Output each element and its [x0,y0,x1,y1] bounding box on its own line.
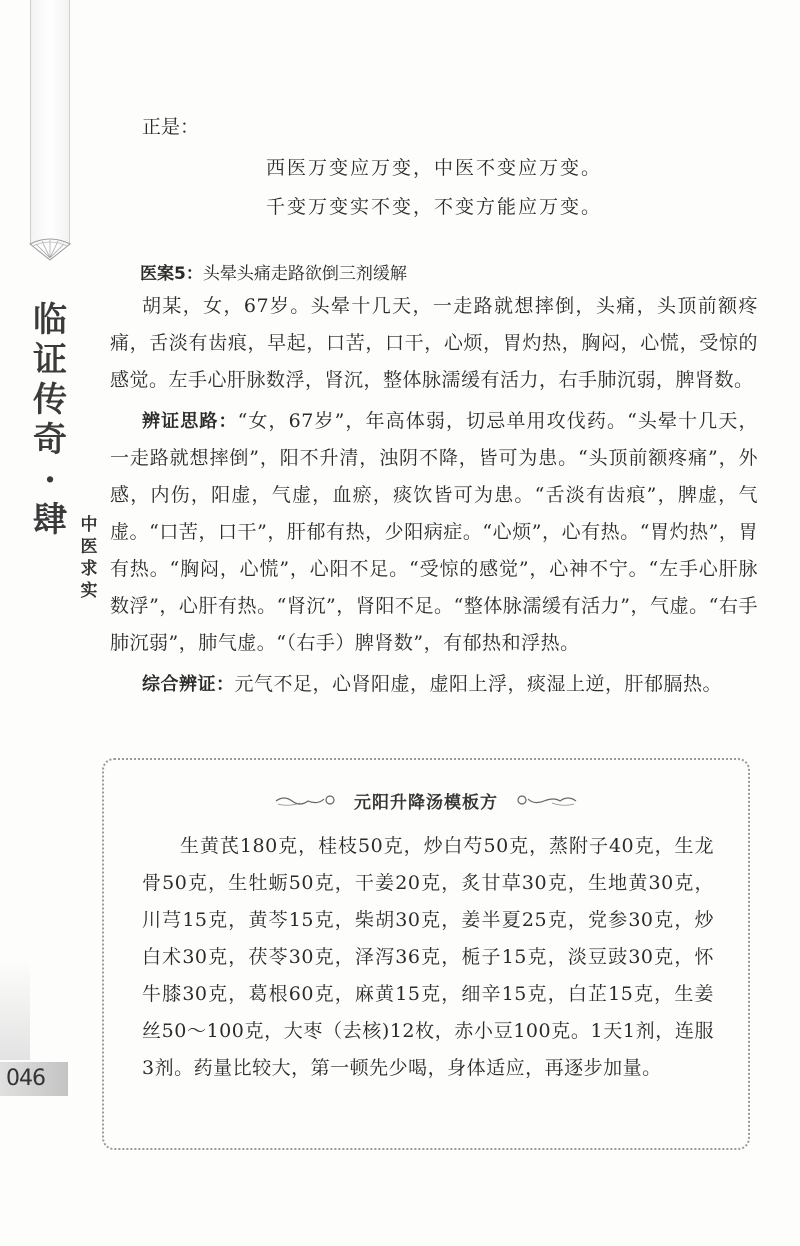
main-content [110,112,758,703]
prescription-box [102,758,750,1150]
summary-label: 综合辨证： [142,674,235,695]
right-scroll-ornament-icon [514,793,578,809]
prescription-title: 元阳升降汤模板方 [354,793,498,813]
book-title-char: 传 [33,380,67,420]
fan-ornament-icon [28,236,72,262]
analysis-paragraph [110,403,758,662]
book-title-char: 证 [33,340,67,380]
summary-paragraph [110,666,758,703]
case-history: 胡某，女，67岁。头晕十几天，一走路就想摔倒，头痛，头顶前额疼痛，舌淡有齿痕，早起，口苦，口干，心烦，胃灼热，胸闷，心慌，受惊的感觉。左手心肝脉数浮，肾沉，整体脉濡缓有活力，右手肺沉弱，脾肾数。 [110,295,758,391]
side-band [30,0,70,245]
book-title [26,300,74,540]
book-subtitle-char: 实 [80,581,98,601]
prescription-heading [104,788,748,813]
case-heading [140,259,758,284]
book-title-char: 肆 [33,500,67,540]
prescription-body: 生黄芪180克，桂枝50克，炒白芍50克，蒸附子40克，生龙骨50克，生牡蛎50克，干姜20克，炙甘草30克，生地黄30克，川芎15克，黄芩15克，柴胡30克，姜半夏25克，党参30克，炒白术30克，茯苓30克，泽泻36克，栀子15克，淡豆豉30克，怀牛膝30克，葛根60克，麻黄15克，细辛15克，白芷15克，生姜丝50～100克，大枣（去核)12枚，赤小豆100克。1天1剂，连服3剂。药量比较大，第一顿先少喝，身体适应，再逐步加量。 [142,835,714,1079]
analysis-text: “女，67岁”，年高体弱，切忌单用攻伐药。“头晕十几天，一走路就想摔倒”，阳不升清，浊阴不降，皆可为患。“头顶前额疼痛”，外感，内伤，阳虚，气虚，血瘀，痰饮皆可为患。“舌淡有齿痕”，脾虚，气虚。“口苦，口干”，肝郁有热，少阳病症。“心烦”，心有热。“胃灼热”，胃有热。“胸闷，心慌”，心阳不足。“受惊的感觉”，心神不宁。“左手心肝脉数浮”，心肝有热。“肾沉”，肾阳不足。“整体脉濡缓有活力”，气虚。“右手肺沉弱”，肺气虚。“（右手）脾肾数”，有郁热和浮热。 [110,410,758,654]
intro-text: 正是： [142,116,200,138]
verse-line: 千变万变实不变，不变方能应万变。 [265,196,602,218]
book-subtitle-char: 医 [80,537,98,557]
book-title-char: · [44,460,56,500]
book-subtitle-char: 求 [80,559,98,579]
book-subtitle [76,514,102,602]
verse-line: 西医万变应万变，中医不变应万变。 [265,157,602,179]
book-title-char: 奇 [33,420,67,460]
page-number: 046 [6,1066,45,1091]
left-scroll-ornament-icon [274,793,338,809]
case-label: 医案5： [140,264,203,284]
page-edge-shadow [0,960,30,1060]
analysis-label: 辨证思路： [142,411,238,432]
book-subtitle-char: 中 [80,515,98,535]
book-title-char: 临 [33,300,67,340]
case-title: 头晕头痛走路欲倒三剂缓解 [202,264,407,284]
summary-text: 元气不足，心肾阳虚，虚阳上浮，痰湿上逆，肝郁膈热。 [234,673,723,695]
